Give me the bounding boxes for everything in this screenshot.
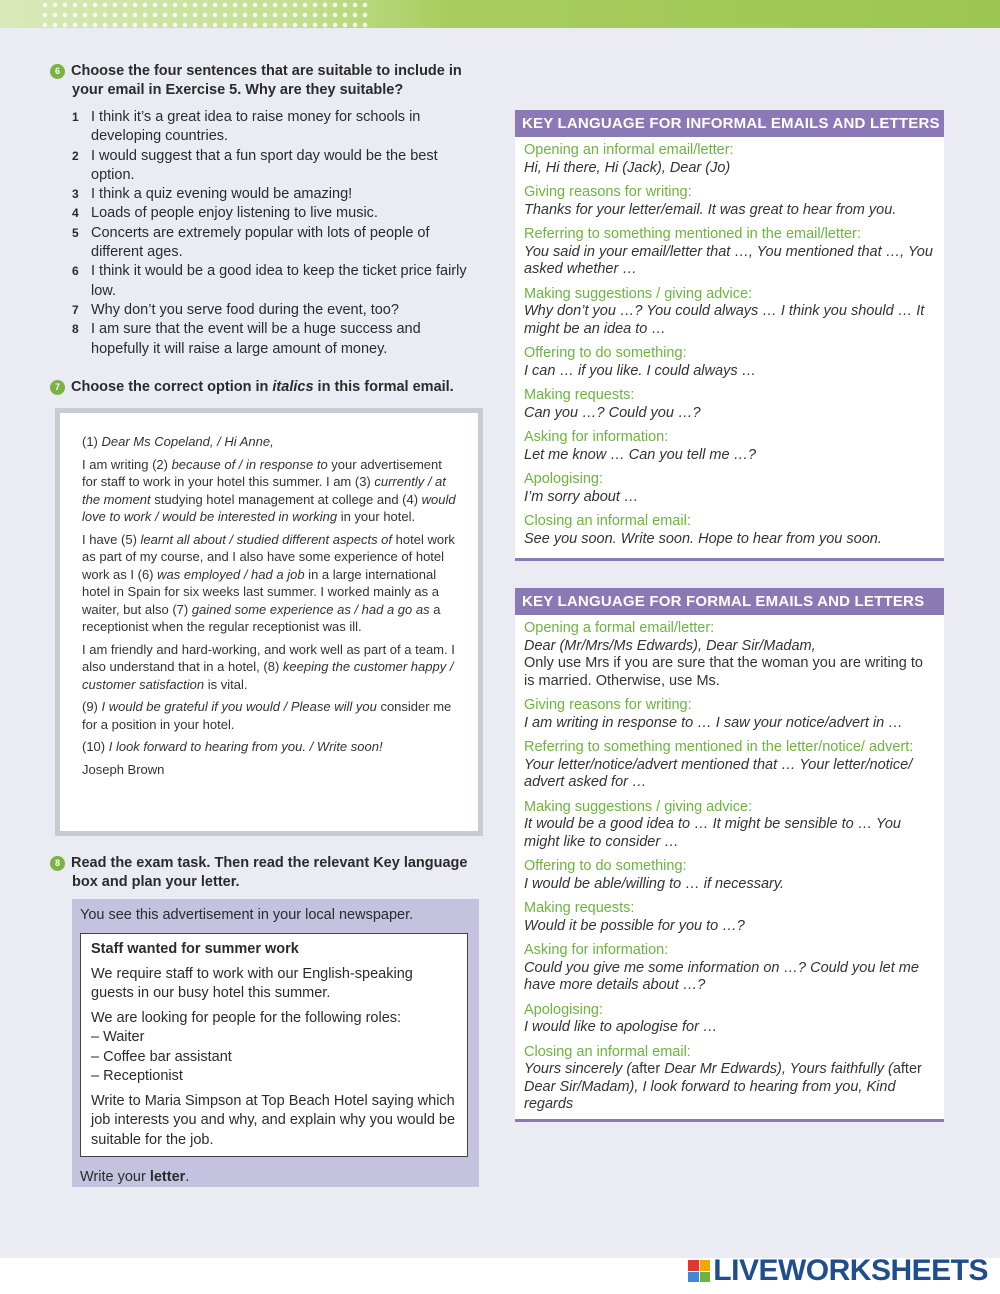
email-closing: (10) I look forward to hearing from you. / Write soon! (82, 739, 383, 754)
section-heading: Referring to something mentioned in the email/letter: (524, 226, 861, 242)
email-paragraph-4: (9) I would be grateful if you would / Please will you consider me for a position in your hotel. (82, 699, 452, 732)
key-language-section (524, 620, 935, 690)
email-signature: Joseph Brown (82, 761, 165, 777)
section-text: Dear (Mr/Mrs/Ms Edwards), Dear Sir/Madam, Only use Mrs if you are sure that the woman you are writing to is married. Otherwise, use Ms. (524, 637, 923, 689)
email-paragraph-1: I am writing (2) because of / in response to your advertisement for staff to work in your hotel this summer. I am (3) currently / at the moment studying hotel management at college and (4) would love to work / would be interested in working in your hotel. (82, 456, 456, 524)
section-heading: Referring to something mentioned in the letter/notice/ advert: (524, 739, 914, 755)
list-item (72, 262, 472, 301)
informal-key-language-box (515, 110, 944, 561)
section-text: You said in your email/letter that …, You mentioned that …, You asked whether … (524, 243, 933, 277)
logo-tile (700, 1260, 711, 1271)
email-greeting: (1) Dear Ms Copeland, / Hi Anne, (82, 434, 274, 449)
role-item: – Receptionist (91, 1068, 183, 1084)
item-number: 7 (72, 302, 79, 317)
item-text: Concerts are extremely popular with lots of people of different ages. (91, 224, 430, 261)
email-paragraph-3: I am friendly and hard-working, and work well as part of a team. I also understand that in a hotel, (8) keeping the customer happy / customer satisfaction is vital. (82, 641, 455, 692)
item-text: I am sure that the event will be a huge success and hopefully it will raise a large amount of money. (91, 321, 421, 357)
section-text: Could you give me some information on …? Could you let me have more details about …? (524, 959, 919, 993)
section-heading: Making requests: (524, 900, 635, 916)
exercise-6-sentence-list (72, 108, 472, 359)
section-heading: Opening a formal email/letter: (524, 620, 715, 636)
advertisement-title: Staff wanted for summer work (91, 941, 299, 957)
item-number: 4 (72, 206, 79, 221)
list-item (72, 204, 472, 223)
section-heading: Making suggestions / giving advice: (524, 285, 753, 302)
key-language-section (524, 286, 935, 339)
section-heading: Offering to do something: (524, 345, 687, 361)
section-heading: Giving reasons for writing: (524, 697, 692, 713)
section-text: Thanks for your letter/email. It was great to hear from you. (524, 201, 897, 218)
informal-box-body (515, 137, 944, 558)
list-item (72, 147, 472, 186)
key-language-section (524, 429, 935, 464)
section-text: I’m sorry about … (524, 488, 639, 505)
section-heading: Closing an informal email: (524, 1043, 691, 1060)
section-heading: Making requests: (524, 387, 635, 403)
formal-email-box (55, 408, 483, 836)
item-text: I would suggest that a fun sport day would be the best option. (91, 147, 438, 183)
role-item: – Waiter (91, 1029, 145, 1045)
logo-tile (688, 1272, 699, 1283)
item-number: 5 (72, 225, 79, 240)
formal-key-language-box (515, 588, 944, 1122)
item-number: 6 (72, 264, 79, 279)
item-number: 1 (72, 110, 79, 124)
exam-task-instruction: Write your letter. (80, 1169, 190, 1185)
key-language-section (524, 513, 935, 548)
role-item: – Coffee bar assistant (91, 1048, 232, 1065)
liveworksheets-logo: LIVEWORKSHEETS (688, 1254, 988, 1288)
exercise-number-badge: 8 (50, 856, 65, 871)
item-text: I think a quiz evening would be amazing! (91, 186, 353, 203)
formal-box-title: KEY LANGUAGE FOR FORMAL EMAILS AND LETTERS (515, 588, 944, 615)
key-language-section (524, 1044, 935, 1114)
top-decorative-banner (0, 0, 1000, 28)
section-heading: Apologising: (524, 471, 603, 487)
liveworksheets-logo-icon (688, 1260, 710, 1282)
section-heading: Closing an informal email: (524, 513, 691, 529)
section-heading: Giving reasons for writing: (524, 184, 692, 200)
item-number: 3 (72, 187, 79, 202)
key-language-section (524, 858, 935, 893)
item-text: I think it’s a great idea to raise money for schools in developing countries. (91, 109, 421, 145)
key-language-section (524, 387, 935, 422)
key-language-section (524, 1002, 935, 1037)
section-text: Can you …? Could you …? (524, 404, 701, 421)
section-text: Yours sincerely (after Dear Mr Edwards), Yours faithfully (after Dear Sir/Madam), I look forward to hearing from you, Kind regards (524, 1061, 922, 1112)
logo-tile (700, 1272, 711, 1283)
informal-box-title: KEY LANGUAGE FOR INFORMAL EMAILS AND LETTERS (515, 110, 944, 137)
exercise-6-heading: 6 Choose the four sentences that are suitable to include in your email in Exercise 5. Why are they suitable? (50, 62, 480, 100)
section-heading: Asking for information: (524, 942, 669, 958)
item-number: 2 (72, 148, 79, 163)
logo-tile (688, 1260, 699, 1271)
exercise-8-heading: 8 Read the exam task. Then read the relevant Key language box and plan your letter. (50, 854, 480, 892)
advertisement-paragraph: We are looking for people for the following roles: – Waiter – Coffee bar assistant – Receptionist (91, 1009, 402, 1084)
section-text: I can … if you like. I could always … (524, 362, 757, 379)
key-language-section (524, 471, 935, 506)
list-item (72, 108, 472, 147)
section-text: I would like to apologise for … (524, 1019, 718, 1035)
advertisement-box (80, 933, 468, 1157)
section-text: See you soon. Write soon. Hope to hear from you soon. (524, 530, 882, 547)
item-text: Loads of people enjoy listening to live music. (91, 205, 378, 222)
formal-box-body (515, 615, 944, 1119)
advertisement-paragraph: Write to Maria Simpson at Top Beach Hotel saying which job interests you and why, and explain why you would be suitable for the job. (91, 1092, 456, 1148)
key-language-section (524, 942, 935, 995)
section-heading: Apologising: (524, 1001, 603, 1018)
item-number: 8 (72, 322, 79, 337)
section-text: Why don’t you …? You could always … I think you should … It might be an idea to … (524, 303, 925, 337)
list-item (72, 224, 472, 263)
email-paragraph-2: I have (5) learnt all about / studied different aspects of hotel work as part of my course, and I also have some experience of hotel work as I (6) was employed / had a job in a large international hotel in Spain for six weeks last summer. I worked mainly as a waiter, but also (7) gained some experience as / had a go as a receptionist when the regular receptionist was ill. (82, 531, 455, 634)
list-item (72, 320, 472, 359)
exercise-number-badge: 6 (50, 64, 65, 79)
key-language-section (524, 739, 935, 792)
section-text: Hi, Hi there, Hi (Jack), Dear (Jo) (524, 159, 731, 176)
list-item (72, 185, 472, 204)
section-text: I would be able/willing to … if necessary. (524, 875, 785, 892)
advertisement-paragraph: We require staff to work with our English-speaking guests in our busy hotel this summer. (91, 965, 413, 1001)
banner-dot-pattern (40, 0, 370, 28)
section-heading: Opening an informal email/letter: (524, 142, 734, 158)
section-text: Would it be possible for you to …? (524, 917, 745, 934)
exam-task-box (72, 899, 479, 1187)
item-text: I think it would be a good idea to keep the ticket price fairly low. (91, 263, 467, 299)
key-language-section (524, 799, 935, 852)
key-language-section (524, 697, 935, 732)
section-heading: Offering to do something: (524, 858, 687, 874)
item-text: Why don’t you serve food during the event, too? (91, 301, 399, 318)
section-text: Your letter/notice/advert mentioned that … Your letter/notice/ advert asked for … (524, 756, 913, 790)
list-item (72, 301, 472, 320)
key-language-section (524, 226, 935, 279)
key-language-section (524, 184, 935, 219)
exam-task-intro: You see this advertisement in your local newspaper. (80, 907, 414, 923)
key-language-section (524, 345, 935, 380)
key-language-section (524, 900, 935, 935)
section-text: It would be a good idea to … It might be sensible to … You might like to consider … (524, 816, 901, 850)
formal-email-text (60, 413, 478, 831)
section-heading: Asking for information: (524, 429, 669, 445)
section-heading: Making suggestions / giving advice: (524, 798, 753, 815)
section-text: I am writing in response to … I saw your notice/advert in … (524, 714, 903, 731)
key-language-section (524, 142, 935, 177)
exercise-7-heading: 7 Choose the correct option in italics in this formal email. (50, 378, 480, 397)
section-text: Let me know … Can you tell me …? (524, 446, 757, 463)
exercise-number-badge: 7 (50, 380, 65, 395)
